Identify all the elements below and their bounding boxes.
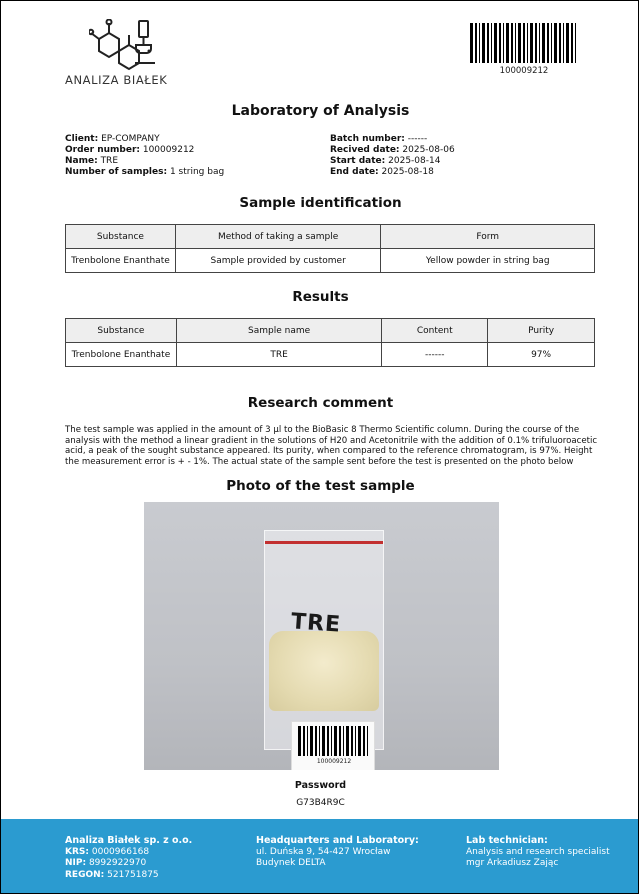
barcode-bar: [367, 726, 368, 756]
barcode-bar: [331, 726, 332, 756]
received-label: Recived date:: [330, 145, 400, 155]
table-header-cell: Substance: [66, 225, 176, 249]
results-heading: Results: [292, 289, 349, 305]
barcode-bar: [334, 726, 337, 756]
hq-heading: Headquarters and Laboratory:: [256, 835, 419, 846]
sticker-barcode: [298, 726, 370, 756]
regon-value: 521751875: [107, 869, 159, 880]
string-bag: [264, 530, 384, 765]
barcode-bar: [559, 23, 561, 63]
results-table: [65, 318, 595, 367]
table-header-cell: Purity: [488, 319, 595, 343]
footer: [1, 819, 639, 894]
barcode-bar: [358, 726, 361, 756]
tech-role: Analysis and research specialist: [466, 846, 610, 857]
table-cell: Trenbolone Enanthate: [66, 249, 176, 273]
client-line: [65, 134, 224, 145]
samples-label: Number of samples:: [65, 167, 168, 177]
table-header-cell: Substance: [66, 319, 177, 343]
table-cell: 97%: [488, 343, 595, 367]
bag-sticker: [291, 721, 375, 770]
barcode-bar: [346, 726, 349, 756]
barcode-bar: [571, 23, 573, 63]
barcode-bar: [554, 23, 557, 63]
barcode-bar: [307, 726, 308, 756]
barcode-bar: [355, 726, 356, 756]
comment-text: The test sample was applied in the amount of 3 µl to the BioBasic 8 Thermo Scientific column. During the course of the analysis with the method a linear gradient in the solutions of H20 and Acetonitrile with the addition of 0.1% trifuluoroacetic acid, a peak of the sought substance appeared. Its purity, when compared to the reference chromatogram, is 97%. Height the measurement error is + - 1%. The actual state of the sample sent before the test is presented on the photo below: [65, 425, 598, 467]
barcode-bar: [482, 23, 485, 63]
barcode-bar: [566, 23, 569, 63]
barcode-bar: [499, 23, 501, 63]
table-header-row: [66, 225, 595, 249]
barcode-bar: [523, 23, 525, 63]
krs-label: KRS:: [65, 846, 89, 857]
table-header-row: [66, 319, 595, 343]
barcode-bar: [343, 726, 344, 756]
barcode-bar: [518, 23, 521, 63]
samples-line: [65, 167, 224, 178]
nip-label: NIP:: [65, 858, 87, 868]
nip-line: [65, 858, 192, 870]
regon-line: [65, 870, 192, 882]
name-line: [65, 156, 224, 167]
barcode-bar: [319, 726, 320, 756]
identification-heading: Sample identification: [239, 195, 402, 211]
batch-value: ------: [407, 134, 428, 144]
name-value: TRE: [100, 156, 118, 166]
tech-name: mgr Arkadiusz Zając: [466, 858, 559, 868]
barcode-bar: [327, 726, 329, 756]
barcode-bar: [506, 23, 509, 63]
order-label: Order number:: [65, 145, 140, 155]
logo-text: ANALIZA BIAŁEK: [65, 73, 168, 87]
barcode-bar: [542, 23, 545, 63]
table-header-cell: Sample name: [176, 319, 382, 343]
barcode-bar: [487, 23, 489, 63]
barcode-bar: [363, 726, 365, 756]
barcode-bar: [298, 726, 301, 756]
batch-label: Batch number:: [330, 134, 405, 144]
regon-label: REGON:: [65, 869, 105, 880]
krs-line: [65, 847, 192, 859]
end-line: [330, 167, 455, 178]
footer-technician: [466, 835, 610, 870]
barcode-bar: [551, 23, 552, 63]
table-cell: ------: [382, 343, 488, 367]
end-value: 2025-08-18: [381, 167, 434, 177]
barcode-bar: [527, 23, 528, 63]
table-row: [66, 249, 595, 273]
yellow-powder: [269, 631, 379, 711]
table-cell: TRE: [176, 343, 382, 367]
client-label: Client:: [65, 134, 99, 144]
comment-heading: Research comment: [247, 395, 394, 411]
barcode-bar: [575, 23, 576, 63]
company-name: Analiza Białek sp. z o.o.: [65, 835, 193, 846]
table-header-cell: Form: [381, 225, 595, 249]
hq-building: Budynek DELTA: [256, 858, 326, 868]
hq-address: ul. Duńska 9, 54-427 Wrocław: [256, 846, 391, 857]
sticker-number: 100009212: [316, 758, 352, 765]
order-line: [65, 145, 224, 156]
samples-value: 1 string bag: [169, 167, 225, 177]
start-label: Start date:: [330, 156, 386, 166]
table-row: [66, 343, 595, 367]
table-header-cell: Content: [382, 319, 488, 343]
batch-line: [330, 134, 455, 145]
barcode-bar: [351, 726, 353, 756]
barcode-bar: [511, 23, 513, 63]
barcode-bar: [515, 23, 516, 63]
footer-company: [65, 835, 192, 881]
barcode-bar: [303, 726, 305, 756]
table-cell: Sample provided by customer: [175, 249, 381, 273]
barcode-bar: [530, 23, 533, 63]
sample-photo: [144, 502, 499, 770]
start-value: 2025-08-14: [388, 156, 441, 166]
batch-info: [330, 134, 455, 178]
order-value: 100009212: [142, 145, 195, 155]
start-line: [330, 156, 455, 167]
table-cell: Trenbolone Enanthate: [66, 343, 177, 367]
received-line: [330, 145, 455, 156]
barcode-bar: [479, 23, 480, 63]
barcode-bar: [503, 23, 504, 63]
barcode-bar: [563, 23, 564, 63]
password-label: Password: [294, 780, 347, 791]
barcode-bar: [475, 23, 477, 63]
tech-heading: Lab technician:: [466, 835, 548, 846]
received-value: 2025-08-06: [402, 145, 455, 155]
client-value: EP-COMPANY: [101, 134, 160, 144]
barcode-top: [470, 23, 578, 63]
barcode-bar: [470, 23, 473, 63]
company-logo: [65, 19, 185, 89]
bag-label: TRE: [290, 609, 342, 638]
password-value: G73B4R9C: [296, 798, 345, 808]
name-label: Name:: [65, 156, 98, 166]
barcode-bar: [339, 726, 341, 756]
client-info: [65, 134, 224, 178]
barcode-number: 100009212: [499, 66, 549, 76]
table-header-cell: Method of taking a sample: [175, 225, 381, 249]
end-label: End date:: [330, 167, 379, 177]
identification-table: [65, 224, 595, 273]
barcode-bar: [491, 23, 492, 63]
barcode-bar: [535, 23, 537, 63]
krs-value: 0000966168: [91, 846, 150, 857]
table-cell: Yellow powder in string bag: [381, 249, 595, 273]
molecule-icon: [89, 19, 161, 71]
barcode-bar: [547, 23, 549, 63]
barcode-bar: [310, 726, 313, 756]
nip-value: 8992922970: [88, 858, 147, 868]
footer-headquarters: [256, 835, 419, 870]
barcode-bar: [539, 23, 540, 63]
barcode-bar: [322, 726, 325, 756]
bag-seal: [265, 541, 383, 544]
page-title: Laboratory of Analysis: [231, 103, 410, 119]
barcode-bar: [494, 23, 497, 63]
photo-heading: Photo of the test sample: [226, 478, 415, 494]
barcode-bar: [315, 726, 317, 756]
